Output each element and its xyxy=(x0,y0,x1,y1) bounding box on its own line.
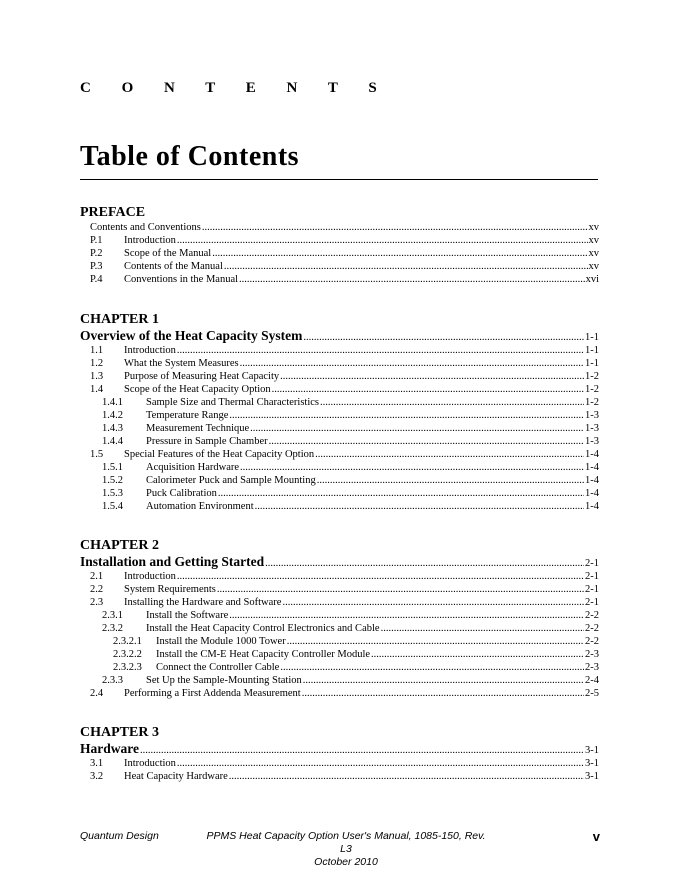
page-footer xyxy=(80,829,600,868)
toc-entry-page: 1-3 xyxy=(585,423,599,434)
dot-leader xyxy=(224,260,588,273)
chapter-title: Overview of the Heat Capacity System xyxy=(80,328,303,343)
toc-entry-page: 2-3 xyxy=(585,649,599,660)
dot-leader xyxy=(381,622,584,635)
toc-entry[interactable] xyxy=(80,247,599,260)
toc-entry-text: Sample Size and Thermal Characteristics xyxy=(146,397,319,408)
toc-entry-number: 2.2 xyxy=(90,584,104,595)
contents-label: C O N T E N T S xyxy=(80,80,391,96)
chapter-3-section xyxy=(80,724,599,783)
toc-entry-text: Install the CM-E Heat Capacity Controller Module xyxy=(156,649,371,660)
toc-entry-text: Install the Module 1000 Tower xyxy=(156,636,286,647)
toc-entry[interactable] xyxy=(80,422,599,435)
toc-entry-text: Acquisition Hardware xyxy=(146,462,240,473)
toc-entry-number: 3.1 xyxy=(90,758,104,769)
preface-heading: PREFACE xyxy=(80,205,146,220)
dot-leader xyxy=(315,448,584,461)
chapter-title: Hardware xyxy=(80,741,139,756)
toc-entry[interactable] xyxy=(80,474,599,487)
toc-entry-text: What the System Measures xyxy=(124,358,239,369)
dot-leader xyxy=(280,661,584,674)
toc-entry-page: 1-1 xyxy=(585,345,599,356)
dot-leader xyxy=(302,687,584,700)
toc-entry-number: 1.2 xyxy=(90,358,104,369)
toc-entry-page: 1-2 xyxy=(585,384,599,395)
toc-entry[interactable] xyxy=(80,370,599,383)
dot-leader xyxy=(371,648,584,661)
chapter-title-entry[interactable] xyxy=(80,328,599,344)
toc-entry[interactable] xyxy=(80,221,599,234)
toc-entry-number: 1.5 xyxy=(90,449,104,460)
toc-entry-page: 2-2 xyxy=(585,610,599,621)
toc-entry-number: 1.5.4 xyxy=(102,501,123,512)
toc-entry-page: 3-1 xyxy=(585,758,599,769)
dot-leader xyxy=(202,221,588,234)
toc-entry-text: Heat Capacity Hardware xyxy=(124,771,228,782)
chapter-heading: CHAPTER 2 xyxy=(80,538,159,553)
dot-leader xyxy=(239,273,585,286)
toc-entry-page: 1-4 xyxy=(585,449,599,460)
toc-entry[interactable] xyxy=(80,635,599,648)
dot-leader xyxy=(240,461,584,474)
dot-leader xyxy=(177,234,588,247)
toc-entry-number: 1.5.2 xyxy=(102,475,123,486)
toc-entry-page: 2-2 xyxy=(585,623,599,634)
toc-entry-page: 2-5 xyxy=(585,688,599,699)
toc-entry-page: 1-3 xyxy=(585,410,599,421)
toc-entry[interactable] xyxy=(80,609,599,622)
toc-entry-number: P.2 xyxy=(90,248,103,259)
toc-entry-number: 2.4 xyxy=(90,688,104,699)
toc-entry[interactable] xyxy=(80,661,599,674)
toc-entry-number: P.1 xyxy=(90,235,103,246)
toc-entry-page: 1-4 xyxy=(585,501,599,512)
toc-entry-text: Conventions in the Manual xyxy=(124,274,239,285)
toc-entry[interactable] xyxy=(80,435,599,448)
toc-entry-text: Set Up the Sample-Mounting Station xyxy=(146,675,302,686)
toc-entry-text: Purpose of Measuring Heat Capacity xyxy=(124,371,280,382)
toc-entry-text: System Requirements xyxy=(124,584,216,595)
toc-entry-page: 1-2 xyxy=(585,371,599,382)
toc-entry[interactable] xyxy=(80,583,599,596)
dot-leader xyxy=(218,487,584,500)
toc-entry-number: P.3 xyxy=(90,261,103,272)
chapter-2-section xyxy=(80,537,599,700)
footer-document-info xyxy=(205,830,487,869)
toc-entry-text: Install the Heat Capacity Control Electronics and Cable xyxy=(146,623,380,634)
toc-entry-page: 1-4 xyxy=(585,475,599,486)
toc-entry[interactable] xyxy=(80,260,599,273)
toc-entry-number: 1.4.3 xyxy=(102,423,123,434)
toc-entry-text: Introduction xyxy=(124,758,176,769)
toc-entry-text: Contents and Conventions xyxy=(90,222,201,233)
toc-entry-number: 1.4.2 xyxy=(102,410,123,421)
dot-leader xyxy=(287,635,584,648)
chapter-heading: CHAPTER 1 xyxy=(80,312,159,327)
toc-entry-number: 3.2 xyxy=(90,771,104,782)
toc-entry-text: Puck Calibration xyxy=(146,488,217,499)
toc-entry-text: Introduction xyxy=(124,345,176,356)
toc-entry-page: 2-3 xyxy=(585,662,599,673)
chapter-title-entry[interactable] xyxy=(80,554,599,570)
dot-leader xyxy=(240,357,584,370)
page-number: v xyxy=(592,829,600,844)
toc-entry-text: Special Features of the Heat Capacity Option xyxy=(124,449,315,460)
toc-entry[interactable] xyxy=(80,570,599,583)
toc-entry-number: 1.3 xyxy=(90,371,104,382)
toc-entry[interactable] xyxy=(80,448,599,461)
toc-entry-page: xv xyxy=(588,248,599,259)
toc-entry-number: 2.1 xyxy=(90,571,104,582)
toc-entry-page: 2-2 xyxy=(585,636,599,647)
toc-entry-text: Scope of the Heat Capacity Option xyxy=(124,384,271,395)
toc-entry[interactable] xyxy=(80,461,599,474)
toc-entry-number: 2.3.2.2 xyxy=(113,649,142,660)
toc-entry-text: Scope of the Manual xyxy=(124,248,212,259)
toc-entry-number: P.4 xyxy=(90,274,103,285)
toc-entry-number: 2.3.2.1 xyxy=(113,636,142,647)
dot-leader xyxy=(177,570,584,583)
toc-entry[interactable] xyxy=(80,273,599,286)
toc-entry-page: xv xyxy=(588,235,599,246)
chapter-title: Installation and Getting Started xyxy=(80,554,265,569)
dot-leader xyxy=(229,409,584,422)
toc-entry-page: xv xyxy=(588,222,599,233)
toc-entry-number: 2.3.3 xyxy=(102,675,123,686)
toc-entry[interactable] xyxy=(80,687,599,700)
dot-leader xyxy=(229,609,584,622)
toc-entry-page: 1-2 xyxy=(585,397,599,408)
toc-entry-text: Introduction xyxy=(124,235,176,246)
toc-entry-text: Connect the Controller Cable xyxy=(156,662,280,673)
toc-entry-page: 1-1 xyxy=(585,358,599,369)
dot-leader xyxy=(280,370,584,383)
preface-section xyxy=(80,204,599,286)
dot-leader xyxy=(272,383,584,396)
chapter-title-entry[interactable] xyxy=(80,741,599,757)
dot-leader xyxy=(177,344,584,357)
toc-entry[interactable] xyxy=(80,357,599,370)
dot-leader xyxy=(229,770,584,783)
toc-entry-number: 1.5.3 xyxy=(102,488,123,499)
dot-leader xyxy=(250,422,584,435)
toc-entry-text: Install the Software xyxy=(146,610,229,621)
dot-leader xyxy=(282,596,584,609)
toc-entry-page: 1-1 xyxy=(585,332,599,343)
toc-entry-text: Installing the Hardware and Software xyxy=(124,597,282,608)
toc-entry-page: 1-4 xyxy=(585,462,599,473)
chapter-heading: CHAPTER 3 xyxy=(80,725,159,740)
toc-entry-number: 1.4 xyxy=(90,384,104,395)
toc-entry[interactable] xyxy=(80,770,599,783)
toc-entry-number: 1.4.4 xyxy=(102,436,123,447)
dot-leader xyxy=(303,674,584,687)
toc-entry[interactable] xyxy=(80,234,599,247)
toc-entry-text: Temperature Range xyxy=(146,410,229,421)
title-rule xyxy=(80,179,598,180)
dot-leader xyxy=(317,474,584,487)
toc-entry-number: 1.1 xyxy=(90,345,104,356)
toc-entry[interactable] xyxy=(80,344,599,357)
toc-entry[interactable] xyxy=(80,674,599,687)
toc-entry[interactable] xyxy=(80,487,599,500)
toc-entry-number: 2.3.2.3 xyxy=(113,662,142,673)
toc-entry-page: 3-1 xyxy=(585,745,599,756)
dot-leader xyxy=(217,583,584,596)
toc-entry-number: 1.4.1 xyxy=(102,397,123,408)
toc-entry-page: xvi xyxy=(585,274,599,285)
toc-entry-page: 2-4 xyxy=(585,675,599,686)
toc-entry-page: xv xyxy=(588,261,599,272)
toc-entry-page: 2-1 xyxy=(585,558,599,569)
toc-entry[interactable] xyxy=(80,622,599,635)
footer-manual-title: PPMS Heat Capacity Option User's Manual, 1085-150, Rev. L3 xyxy=(206,830,486,855)
toc-entry-page: 3-1 xyxy=(585,771,599,782)
toc-entry-text: Calorimeter Puck and Sample Mounting xyxy=(146,475,316,486)
toc-entry[interactable] xyxy=(80,596,599,609)
toc-entry-number: 2.3 xyxy=(90,597,104,608)
toc-entry-page: 2-1 xyxy=(585,597,599,608)
toc-entry[interactable] xyxy=(80,500,599,513)
toc-entry-text: Pressure in Sample Chamber xyxy=(146,436,268,447)
toc-entry-page: 1-3 xyxy=(585,436,599,447)
toc-entry-text: Measurement Technique xyxy=(146,423,250,434)
footer-company: Quantum Design xyxy=(80,830,159,842)
toc-entry[interactable] xyxy=(80,757,599,770)
dot-leader xyxy=(269,435,584,448)
dot-leader xyxy=(255,500,584,513)
page-title: Table of Contents xyxy=(80,141,300,172)
toc-entry-text: Automation Environment xyxy=(146,501,254,512)
toc-entry[interactable] xyxy=(80,648,599,661)
footer-date: October 2010 xyxy=(314,856,378,868)
toc-entry-text: Performing a First Addenda Measurement xyxy=(124,688,301,699)
chapter-1-section xyxy=(80,311,599,513)
toc-entry-page: 1-4 xyxy=(585,488,599,499)
toc-entry-text: Introduction xyxy=(124,571,176,582)
toc-entry[interactable] xyxy=(80,383,599,396)
toc-entry-text: Contents of the Manual xyxy=(124,261,223,272)
toc-entry-number: 1.5.1 xyxy=(102,462,123,473)
toc-entry-number: 2.3.1 xyxy=(102,610,123,621)
toc-entry[interactable] xyxy=(80,396,599,409)
toc-entry-page: 2-1 xyxy=(585,584,599,595)
toc-entry-page: 2-1 xyxy=(585,571,599,582)
dot-leader xyxy=(212,247,587,260)
toc-entry[interactable] xyxy=(80,409,599,422)
dot-leader xyxy=(320,396,584,409)
dot-leader xyxy=(177,757,584,770)
toc-entry-number: 2.3.2 xyxy=(102,623,123,634)
